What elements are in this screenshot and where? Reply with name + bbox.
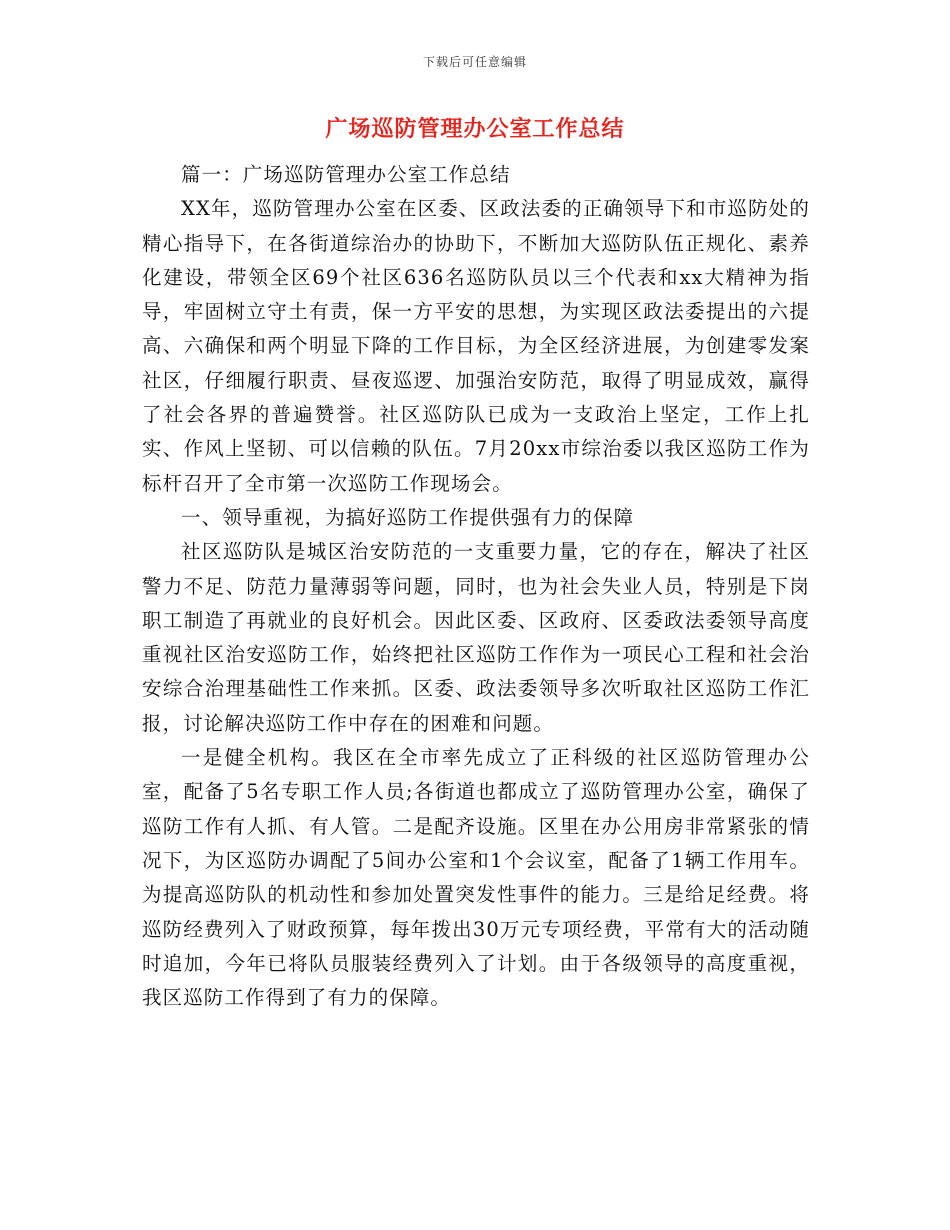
body-paragraph: 一是健全机构。我区在全市率先成立了正科级的社区巡防管理办公室，配备了5名专职工作人员;各街道也都成立了巡防管理办公室，确保了巡防工作有人抓、有人管。二是配齐设施。区里在办公用房非常紧张的情况下，为区巡防办调配了5间办公室和1个会议室，配备了1辆工作用车。为提高巡防队的机动性和参加处置突发性事件的能力。三是给足经费。将巡防经费列入了财政预算，每年拨出30万元专项经费，平常有大的活动随时追加，今年已将队员服装经费列入了计划。由于各级领导的高度重视，我区巡防工作得到了有力的保障。: [142, 746, 810, 1010]
body-paragraph: 社区巡防队是城区治安防范的一支重要力量，它的存在，解决了社区警力不足、防范力量薄弱等问题，同时，也为社会失业人员，特别是下岗职工制造了再就业的良好机会。因此区委、区政府、区委政法委领导高度重视社区治安巡防工作，始终把社区巡防工作作为一项民心工程和社会治安综合治理基础性工作来抓。区委、政法委领导多次听取社区巡防工作汇报，讨论解决巡防工作中存在的困难和问题。: [142, 540, 810, 735]
document-title: 广场巡防管理办公室工作总结: [325, 116, 625, 142]
section-heading: 篇一：广场巡防管理办公室工作总结: [181, 163, 511, 186]
body-paragraph: XX年，巡防管理办公室在区委、区政法委的正确领导下和市巡防处的精心指导下，在各街道综治办的协助下，不断加大巡防队伍正规化、素养化建设，带领全区69个社区636名巡防队员以三个代表和xx大精神为指导，牢固树立守土有责，保一方平安的思想，为实现区政法委提出的六提高、六确保和两个明显下降的工作目标，为全区经济进展，为创建零发案社区，仔细履行职责、昼夜巡逻、加强治安防范，取得了明显成效，赢得了社会各界的普遍赞誉。社区巡防队已成为一支政治上坚定，工作上扎实、作风上坚韧、可以信赖的队伍。7月20xx市综治委以我区巡防工作为标杆召开了全市第一次巡防工作现场会。: [142, 197, 810, 495]
section-heading: 一、领导重视，为搞好巡防工作提供强有力的保障: [181, 505, 635, 529]
header-note: 下载后可任意编辑: [422, 55, 527, 69]
document-body: [142, 158, 810, 1015]
